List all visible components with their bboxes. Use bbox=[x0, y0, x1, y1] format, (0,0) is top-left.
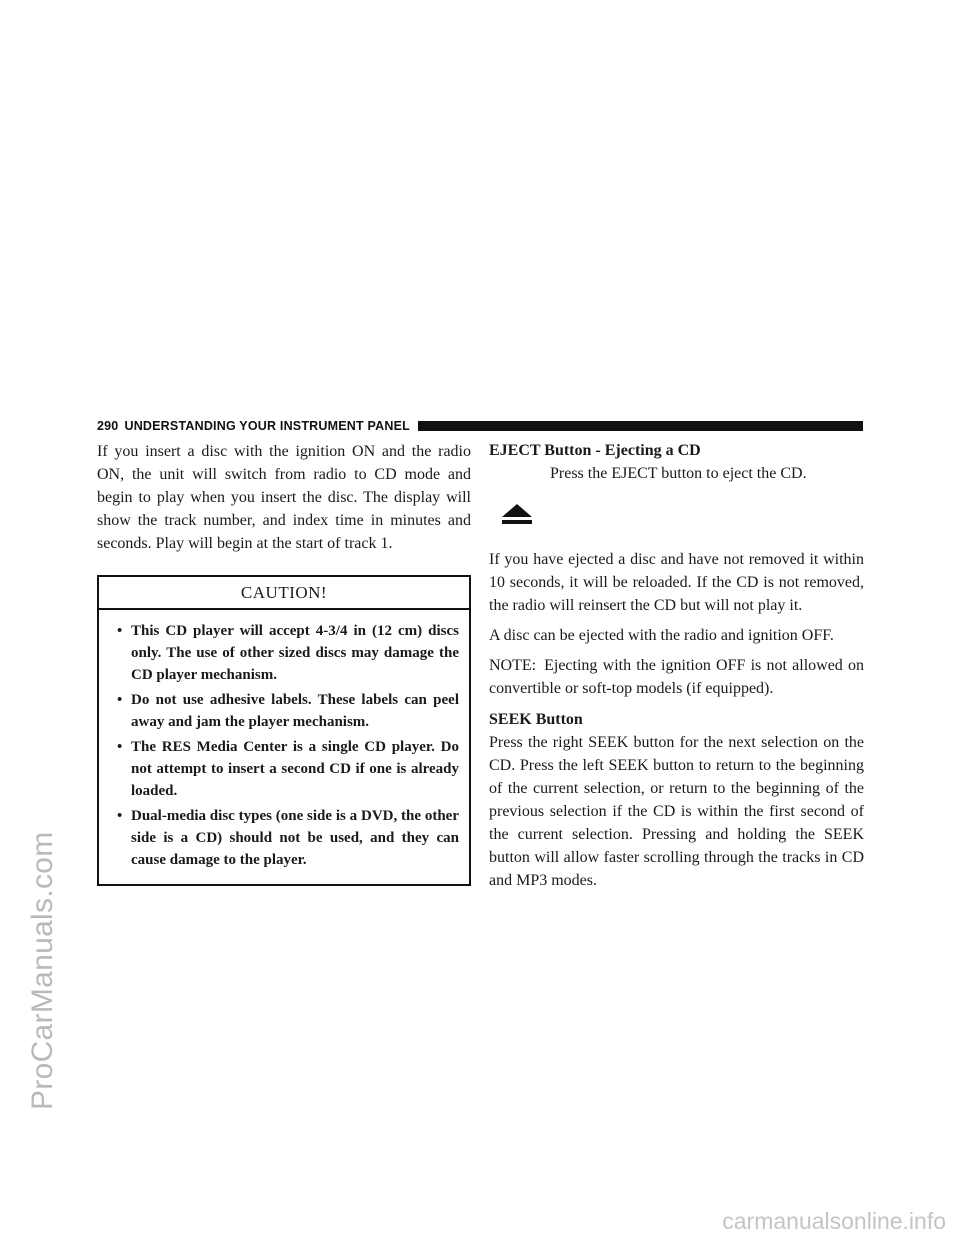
caution-item bbox=[111, 689, 459, 733]
caution-item bbox=[111, 620, 459, 686]
left-column bbox=[97, 440, 471, 886]
eject-off-paragraph: A disc can be ejected with the radio and ignition OFF. bbox=[489, 627, 834, 644]
right-column bbox=[489, 440, 864, 892]
header-bar bbox=[418, 421, 863, 431]
caution-item-text: This CD player will accept 4-3/4 in (12 cm) discs only. The use of other sized discs may damage the CD player mechanism. bbox=[131, 623, 459, 683]
bottom-watermark: carmanualsonline.info bbox=[722, 1208, 946, 1234]
reload-paragraph: If you have ejected a disc and have not removed it within 10 seconds, it will be reloaded. If the CD is not removed, the radio will reinsert the CD but will not play it. bbox=[489, 551, 864, 614]
caution-item-text: The RES Media Center is a single CD player. Do not attempt to insert a second CD if one is already loaded. bbox=[131, 739, 459, 799]
eject-heading: EJECT Button - Ejecting a CD bbox=[489, 442, 701, 459]
caution-list bbox=[111, 620, 459, 871]
page-header bbox=[97, 419, 863, 433]
section-title: UNDERSTANDING YOUR INSTRUMENT PANEL bbox=[124, 419, 410, 433]
eject-icon bbox=[502, 504, 532, 524]
note-label: NOTE: bbox=[489, 657, 537, 674]
eject-instruction: Press the EJECT button to eject the CD. bbox=[550, 465, 807, 482]
bullet: • bbox=[117, 692, 123, 708]
seek-heading: SEEK Button bbox=[489, 711, 583, 728]
caution-item bbox=[111, 736, 459, 802]
note-paragraph bbox=[489, 654, 864, 700]
eject-row bbox=[489, 462, 864, 524]
caution-item bbox=[111, 805, 459, 871]
note-text: Ejecting with the ignition OFF is not allowed on convertible or soft-top models (if equipped). bbox=[489, 657, 864, 697]
bullet: • bbox=[117, 808, 123, 824]
caution-item-text: Dual-media disc types (one side is a DVD, the other side is a CD) should not be used, and they can cause damage to the player. bbox=[131, 808, 459, 868]
caution-box bbox=[97, 575, 471, 886]
page-number: 290 bbox=[97, 419, 119, 433]
bullet: • bbox=[117, 623, 123, 639]
intro-paragraph: If you insert a disc with the ignition ON and the radio ON, the unit will switch from radio to CD mode and begin to play when you insert the disc. The display will show the track number, and index time in minutes and seconds. Play will begin at the start of track 1. bbox=[97, 443, 471, 552]
seek-paragraph: Press the right SEEK button for the next selection on the CD. Press the left SEEK button to return to the beginning of the current selection, or return to the beginning of the previous selection if the CD is within the first second of the current selection. Pressing and holding the SEEK button will allow faster scrolling through the tracks in CD and MP3 modes. bbox=[489, 734, 864, 889]
caution-title: CAUTION! bbox=[99, 577, 469, 610]
caution-item-text: Do not use adhesive labels. These labels can peel away and jam the player mechanism. bbox=[131, 692, 459, 730]
side-watermark: ProCarManuals.com bbox=[26, 831, 59, 1110]
bullet: • bbox=[117, 739, 123, 755]
